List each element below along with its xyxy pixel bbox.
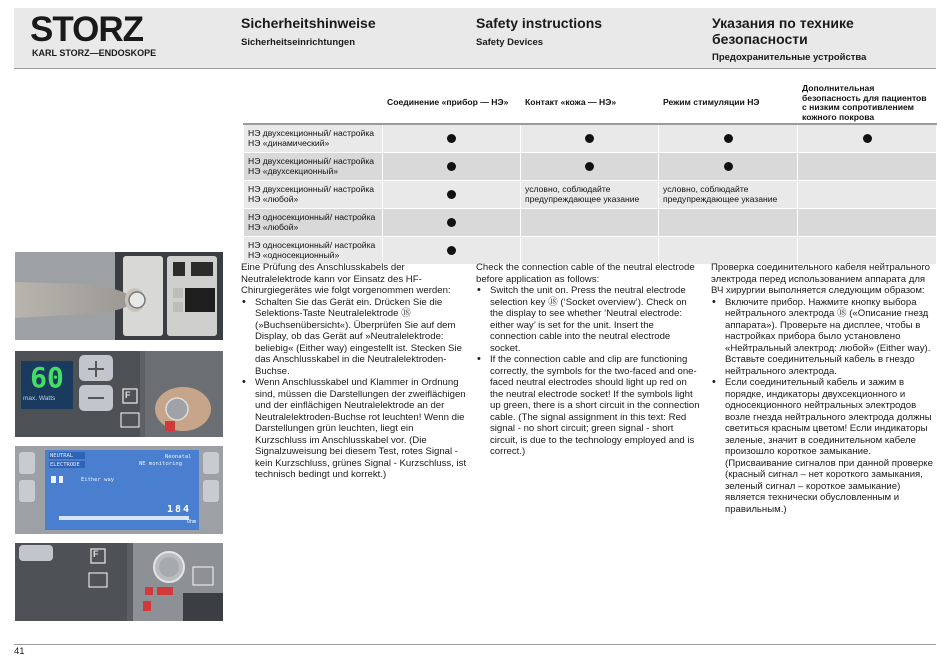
f-key-label-2: F <box>93 549 99 559</box>
photo-power-button <box>15 252 223 340</box>
table-header-cell: Режим стимуляции НЭ <box>659 83 798 125</box>
table-header-cell <box>244 83 383 125</box>
table-cell <box>798 124 937 153</box>
page-number: 41 <box>14 646 25 657</box>
bullet-dot-icon <box>863 134 872 143</box>
table-row <box>244 209 937 237</box>
table-cell <box>521 124 659 153</box>
subtitle-en: Safety Devices <box>476 37 544 48</box>
power-button-illustration <box>15 252 223 340</box>
row-label: НЭ двухсекционный/ настройка НЭ «любой» <box>244 181 383 209</box>
bullet-dot-icon <box>724 162 733 171</box>
table-cell <box>383 209 521 237</box>
lcd-ohm-value: 184 <box>167 504 192 515</box>
row-label: НЭ двухсекционный/ настройка НЭ «динамический» <box>244 124 383 153</box>
table-cell <box>521 237 659 265</box>
title-en: Safety instructions <box>476 15 603 31</box>
table-cell <box>383 237 521 265</box>
table-header-cell: Соединение «прибор — НЭ» <box>383 83 521 125</box>
bullet-dot-icon <box>447 190 456 199</box>
title-ru-line2: безопасности <box>712 31 808 47</box>
table-cell <box>798 209 937 237</box>
storz-logo: STORZ <box>30 10 143 49</box>
table-cell <box>798 153 937 181</box>
bullet-ru-2: • Если соединительный кабель и зажим в порядке, индикаторы двухсекционного и односекционного нейтральных электродов возле гнезда нейтрального электрода должны светиться красным цветом! Если индикаторы зеленые, значит в соединительном кабеле произошло короткое замыкание. (Присваивание сигналов при данной проверке (красный сигнал – нет короткого замыкания, зеленый сигнал – короткое замыкание) является технически обусловленным и правильным.) <box>711 377 937 515</box>
bullet-dot-icon <box>447 134 456 143</box>
lcd-ohm-unit: Ohm <box>187 519 197 525</box>
table-row <box>244 237 937 265</box>
lcd-neutral-text: NEUTRAL <box>50 453 74 459</box>
lcd-electrode-text: ELECTRODE <box>50 462 80 468</box>
title-de: Sicherheitshinweise <box>241 15 376 31</box>
table-cell: условно, соблюдайте предупреждающее указание <box>521 181 659 209</box>
safety-table <box>243 82 937 265</box>
table-cell <box>798 237 937 265</box>
table-cell <box>383 124 521 153</box>
f-key-label: F <box>125 390 131 400</box>
header-divider <box>14 68 936 69</box>
bullet-dot-icon <box>585 162 594 171</box>
row-label: НЭ односекционный/ настройка НЭ «односекционный» <box>244 237 383 265</box>
bullet-de-1: • Schalten Sie das Gerät ein. Drücken Sie die Selektions-Taste Neutralelektrode ⑱ (»Buchsenübersicht«). Überprüfen Sie auf dem Display, ob das Gerät auf »Neutralelektrode: beliebig« (Either way) eingestellt ist. Stecken Sie das Anschlusskabel in die Neutralelektroden-Buchse. <box>241 297 467 378</box>
footer-divider <box>14 644 936 645</box>
bullet-dot-icon <box>585 134 594 143</box>
table-cell <box>383 181 521 209</box>
table-cell <box>521 153 659 181</box>
bullet-dot-icon <box>447 218 456 227</box>
table-header-row <box>244 83 937 125</box>
lcd-neonatal-text: Neonatal <box>165 454 192 460</box>
bullet-de-2: • Wenn Anschlusskabel und Klammer in Ordnung sind, müssen die Darstellungen der zweiflächigen und der einflächigen Neutralelektrode an der Neutralelektroden-Buchse rot leuchten! Wenn die Darstellungen grün leuchten, liegt ein Kurzschluss im Anschlusskabel vor. (Die Signalzuweisung bei diesem Test, rotes Signal - kein Kurzschluss, grünes Signal - Kurzschluss, ist technisch bedingt und korrekt.) <box>241 377 467 481</box>
table-cell: условно, соблюдайте предупреждающее указание <box>659 181 798 209</box>
logo-subtitle: KARL STORZ—ENDOSKOPE <box>32 48 157 58</box>
table-cell <box>659 124 798 153</box>
intro-de: Eine Prüfung des Anschlusskabels der Neutralelektrode kann vor Einsatz des HF-Chirurgiegerätes wie folgt vorgenommen werden: <box>241 262 451 296</box>
title-ru-line1: Указания по технике <box>712 15 854 31</box>
table-cell <box>798 181 937 209</box>
subtitle-ru: Предохранительные устройства <box>712 52 867 63</box>
table-cell <box>659 153 798 181</box>
bullet-ru-1: • Включите прибор. Нажмите кнопку выбора нейтрального электрода ⑱ («Описание гнезд аппарата»). Проверьте на дисплее, чтобы в настройках прибора было установлено «Нейтральный электрод: любой» (Either way). Вставьте соединительный кабель в гнездо нейтрального электрода. <box>711 297 937 378</box>
bullet-dot-icon <box>724 134 733 143</box>
watts-readout: 60 <box>30 361 64 394</box>
table-cell <box>659 209 798 237</box>
table-header-cell: Контакт «кожа — НЭ» <box>521 83 659 125</box>
row-label: НЭ двухсекционный/ настройка НЭ «двухсекционный» <box>244 153 383 181</box>
lcd-either-way-text: Either way <box>81 477 115 483</box>
text-column-de <box>241 262 467 481</box>
table-cell <box>383 153 521 181</box>
bullet-en-1: • Switch the unit on. Press the neutral electrode selection key ⑱ (‘Socket overview’). Check on the display to see whether ‘Neutral electrode: either way’ is set for the unit. Insert the connection cable into the neutral electrode socket. <box>476 285 702 354</box>
text-column-ru <box>711 262 937 515</box>
table-cell <box>659 237 798 265</box>
socket-panel-illustration <box>15 543 223 621</box>
photo-socket-panel <box>15 543 223 621</box>
table-row <box>244 153 937 181</box>
watts-label: max. Watts <box>23 395 56 402</box>
intro-ru: Проверка соединительного кабеля нейтрального электрода перед использованием аппарата для ВЧ хирургии выполняется следующим образом: <box>711 262 930 296</box>
photo-lcd-screen <box>15 446 223 534</box>
bullet-en-2: • If the connection cable and clip are functioning correctly, the symbols for the two-faced and one-faced neutral electrodes should light up red on the neutral electrode socket! If the symbols light up green, there is a short circuit in the connection cable. (The signal assignment in this text: Red signal - no short circuit; green signal - short circuit, is due to the technology employed and is correct.) <box>476 354 702 458</box>
lcd-monitoring-text: NE monitoring <box>139 461 183 467</box>
subtitle-de: Sicherheitseinrichtungen <box>241 37 356 48</box>
bullet-dot-icon <box>447 246 456 255</box>
photo-watts-display <box>15 351 223 437</box>
text-column-en <box>476 262 702 458</box>
intro-en: Check the connection cable of the neutral electrode before application as follows: <box>476 262 695 285</box>
table-header-cell: Дополнительная безопасность для пациентов с низким сопротивлением кожного покрова <box>798 83 937 125</box>
table-cell <box>521 209 659 237</box>
table-row <box>244 124 937 153</box>
table-row <box>244 181 937 209</box>
row-label: НЭ односекционный/ настройка НЭ «любой» <box>244 209 383 237</box>
bullet-dot-icon <box>447 162 456 171</box>
